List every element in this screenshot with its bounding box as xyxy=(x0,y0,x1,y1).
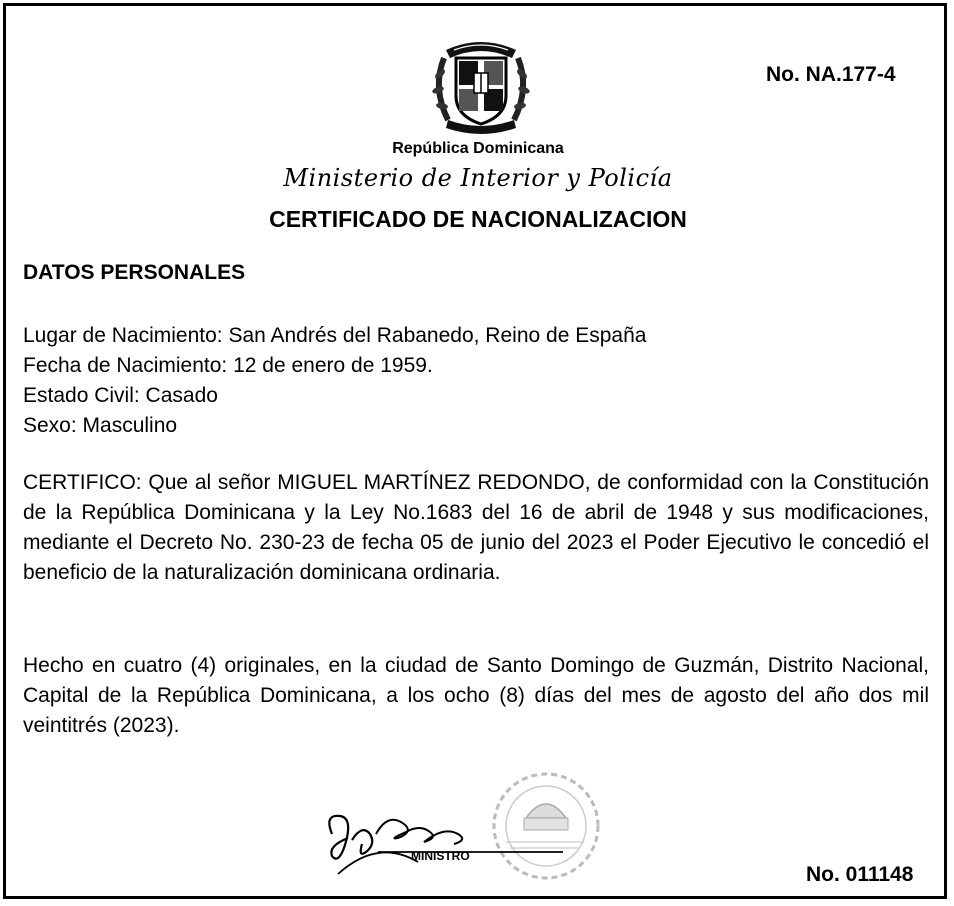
certificate-title: CERTIFICADO DE NACIONALIZACION xyxy=(269,206,687,232)
country-name: República Dominicana xyxy=(392,140,564,157)
coat-of-arms-icon xyxy=(426,28,536,136)
certifico-paragraph: CERTIFICO: Que al señor MIGUEL MARTÍNEZ REDONDO, de conformidad con la Constitución de la República Dominicana y la Ley No.1683 del 16 de abril de 1948 y sus modificaciones, mediante el Decreto No. 230-23 de fecha 05 de junio del 2023 el Poder Ejecutivo le concedió el beneficio de la naturalización dominicana ordinaria. xyxy=(23,471,929,584)
section-heading: DATOS PERSONALES xyxy=(23,261,246,284)
civil-status-line: Estado Civil: Casado xyxy=(23,384,218,407)
issued-paragraph: Hecho en cuatro (4) originales, en la ciudad de Santo Domingo de Guzmán, Distrito Nacional, Capital de la República Dominicana, a los ocho (8) días del mes de agosto del año dos mil veintitrés (2023). xyxy=(23,654,929,737)
ministry-name: Ministerio de Interior y Policía xyxy=(283,164,673,192)
sex-line: Sexo: Masculino xyxy=(23,414,178,437)
signature-icon xyxy=(318,804,578,884)
birthdate-line: Fecha de Nacimiento: 12 de enero de 1959. xyxy=(23,354,433,377)
birthplace-line: Lugar de Nacimiento: San Andrés del Rabanedo, Reino de España xyxy=(23,324,647,347)
signature-title: MINISTRO xyxy=(411,849,470,863)
certificate-frame xyxy=(3,3,947,899)
certificate-number-bottom: No. 011148 xyxy=(806,863,914,886)
personal-data-list xyxy=(23,321,646,441)
certificate-number-top: No. NA.177-4 xyxy=(766,63,896,86)
